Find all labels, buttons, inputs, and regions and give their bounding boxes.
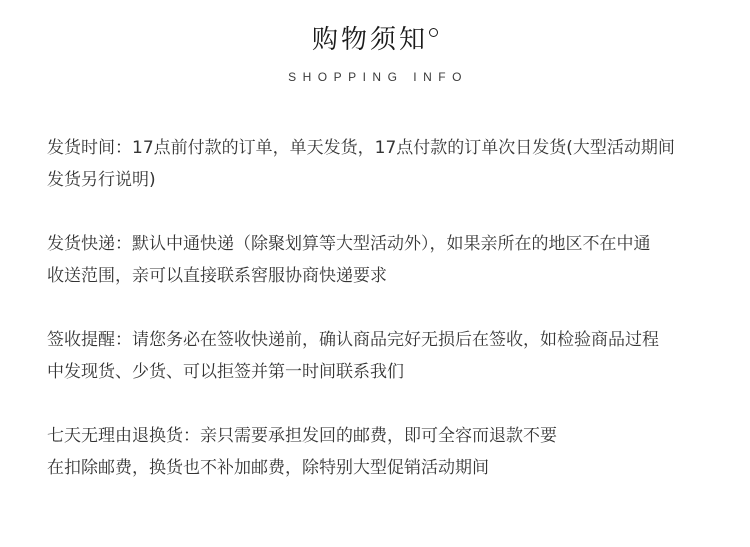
title-row [312,22,438,58]
section-line: 发货快递：默认中通快递（除聚划算等大型活动外），如果亲所在的地区不在中通 [47,234,651,254]
section-line: 在扣除邮费，换货也不补加邮费，除特别大型促销活动期间 [47,458,489,478]
info-content [47,132,717,516]
page-header [0,22,750,84]
page-title: 购物须知 [311,25,428,55]
section-line: 发货另行说明) [47,170,156,190]
section-line: 收送范围，亲可以直接联系窖服协商快递要求 [47,266,387,286]
section-line: 发货时间：17点前付款的订单，单天发货，17点付款的订单次日发货(大型活动期间 [47,138,675,158]
receipt-reminder-section [47,324,717,388]
section-line: 签收提醒：请您务必在签收快递前，确认商品完好无损后在签收，如检验商品过程 [47,330,659,350]
page-subtitle: SHOPPING INFO [288,70,468,84]
return-policy-section [47,420,717,484]
shipping-time-section [47,132,717,196]
section-line: 中发现货、少货、可以拒签并第一时间联系我们 [47,362,404,382]
courier-section [47,228,717,292]
circle-decoration-icon [429,28,438,37]
section-line: 七天无理由退换货：亲只需要承担发回的邮费，即可全容而退款不要 [47,426,557,446]
